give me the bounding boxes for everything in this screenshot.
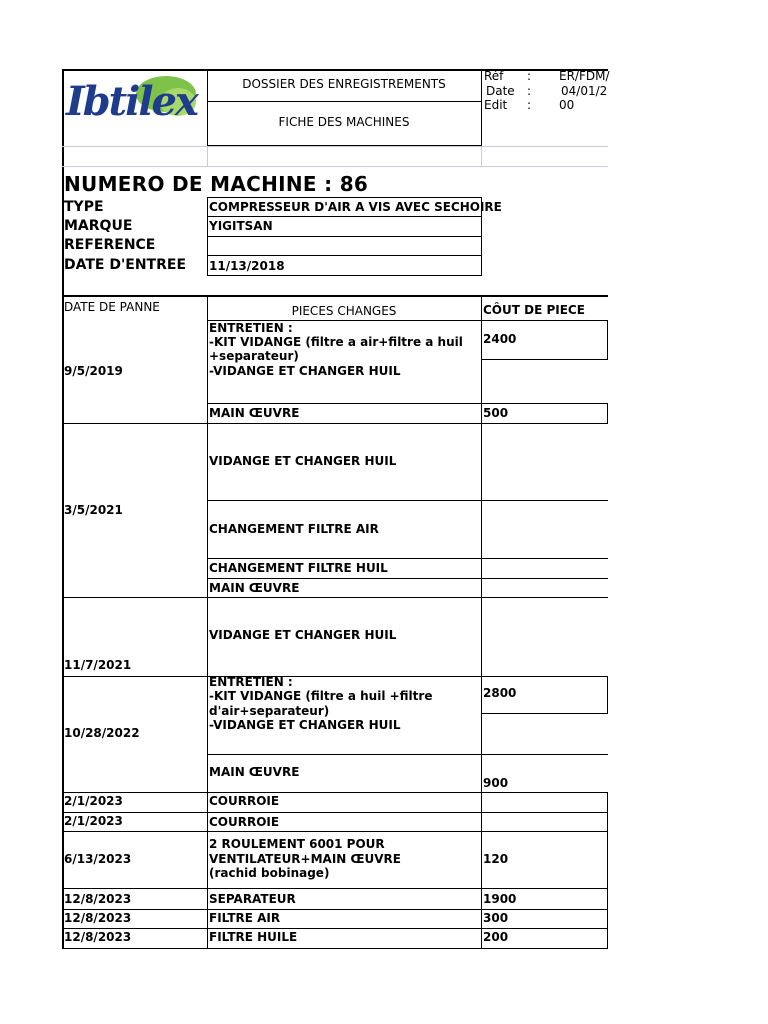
row-piece: CHANGEMENT FILTRE HUIL bbox=[209, 561, 388, 575]
row-piece: VIDANGE ET CHANGER HUIL bbox=[209, 628, 397, 642]
col-header-date: DATE DE PANNE bbox=[64, 300, 160, 314]
row-piece-line2: -KIT VIDANGE (filtre a huil +filtre bbox=[209, 689, 433, 703]
row-date: 6/13/2023 bbox=[64, 852, 132, 866]
row-piece-line4: -VIDANGE ET CHANGER HUIL bbox=[209, 364, 401, 378]
date-value: 04/01/2 bbox=[561, 84, 608, 98]
row-cout: 1900 bbox=[483, 892, 517, 906]
row-cout: 200 bbox=[483, 930, 509, 944]
row-cout: 2800 bbox=[483, 686, 517, 700]
row-date: 10/28/2022 bbox=[64, 726, 140, 740]
type-value: COMPRESSEUR D'AIR A VIS AVEC SECHOIRE bbox=[209, 200, 502, 214]
row-piece-line2: -KIT VIDANGE (filtre a air+filtre a huil bbox=[209, 335, 463, 349]
edit-value: 00 bbox=[559, 98, 575, 112]
row-cout: 500 bbox=[483, 406, 509, 420]
row-piece: ENTRETIEN : bbox=[209, 321, 293, 335]
ref-value: ER/FDM/ bbox=[559, 69, 610, 83]
row-cout: 2400 bbox=[483, 332, 517, 346]
col-header-pieces: PIECES CHANGES bbox=[291, 304, 397, 318]
row-piece: CHANGEMENT FILTRE AIR bbox=[209, 522, 379, 536]
type-label: TYPE bbox=[64, 199, 104, 215]
row-piece: FILTRE HUILE bbox=[209, 930, 298, 944]
row-cout: 120 bbox=[483, 852, 509, 866]
row-date: 11/7/2021 bbox=[64, 658, 132, 672]
row-cout: 300 bbox=[483, 911, 509, 925]
row-date: 2/1/2023 bbox=[64, 794, 123, 808]
edit-label: Edit bbox=[484, 98, 508, 112]
row-piece: MAIN ŒUVRE bbox=[209, 406, 300, 420]
row-piece-line4: -VIDANGE ET CHANGER HUIL bbox=[209, 718, 401, 732]
row-piece: COURROIE bbox=[209, 815, 280, 829]
row-piece: COURROIE bbox=[209, 794, 280, 808]
fiche-title: FICHE DES MACHINES bbox=[278, 115, 410, 129]
row-date: 3/5/2021 bbox=[64, 503, 123, 517]
row-piece: FILTRE AIR bbox=[209, 911, 281, 925]
row-date: 12/8/2023 bbox=[64, 911, 132, 925]
row-piece: MAIN ŒUVRE bbox=[209, 581, 300, 595]
row-piece: ENTRETIEN : bbox=[209, 675, 293, 689]
reference-label: REFERENCE bbox=[64, 237, 156, 253]
marque-value: YIGITSAN bbox=[209, 219, 273, 233]
date-label: Date bbox=[486, 84, 515, 98]
row-piece-line2: VENTILATEUR+MAIN ŒUVRE bbox=[209, 852, 401, 866]
date-colon: : bbox=[527, 84, 532, 98]
ref-label: Réf bbox=[484, 69, 504, 83]
logo-text: Ibtilex bbox=[66, 78, 197, 125]
row-date: 9/5/2019 bbox=[64, 364, 123, 378]
row-date: 2/1/2023 bbox=[64, 814, 123, 828]
date-entree-value: 11/13/2018 bbox=[209, 259, 285, 273]
edit-colon: : bbox=[527, 98, 532, 112]
machine-title: NUMERO DE MACHINE : 86 bbox=[64, 172, 369, 196]
row-piece: 2 ROULEMENT 6001 POUR bbox=[209, 837, 385, 851]
ref-colon: : bbox=[527, 69, 532, 83]
date-entree-label: DATE D'ENTREE bbox=[64, 257, 187, 273]
row-piece: MAIN ŒUVRE bbox=[209, 765, 300, 779]
row-piece: VIDANGE ET CHANGER HUIL bbox=[209, 454, 397, 468]
row-date: 12/8/2023 bbox=[64, 892, 132, 906]
dossier-title: DOSSIER DES ENREGISTREMENTS bbox=[242, 77, 446, 91]
row-date: 12/8/2023 bbox=[64, 930, 132, 944]
row-piece-line3: d'air+separateur) bbox=[209, 704, 330, 718]
company-logo bbox=[66, 72, 204, 142]
marque-label: MARQUE bbox=[64, 218, 133, 234]
row-piece-line3: (rachid bobinage) bbox=[209, 866, 330, 880]
row-piece-line3: +separateur) bbox=[209, 349, 299, 363]
row-piece: SEPARATEUR bbox=[209, 892, 296, 906]
col-header-cout: CÔUT DE PIECE bbox=[483, 303, 585, 317]
row-cout: 900 bbox=[483, 776, 509, 790]
